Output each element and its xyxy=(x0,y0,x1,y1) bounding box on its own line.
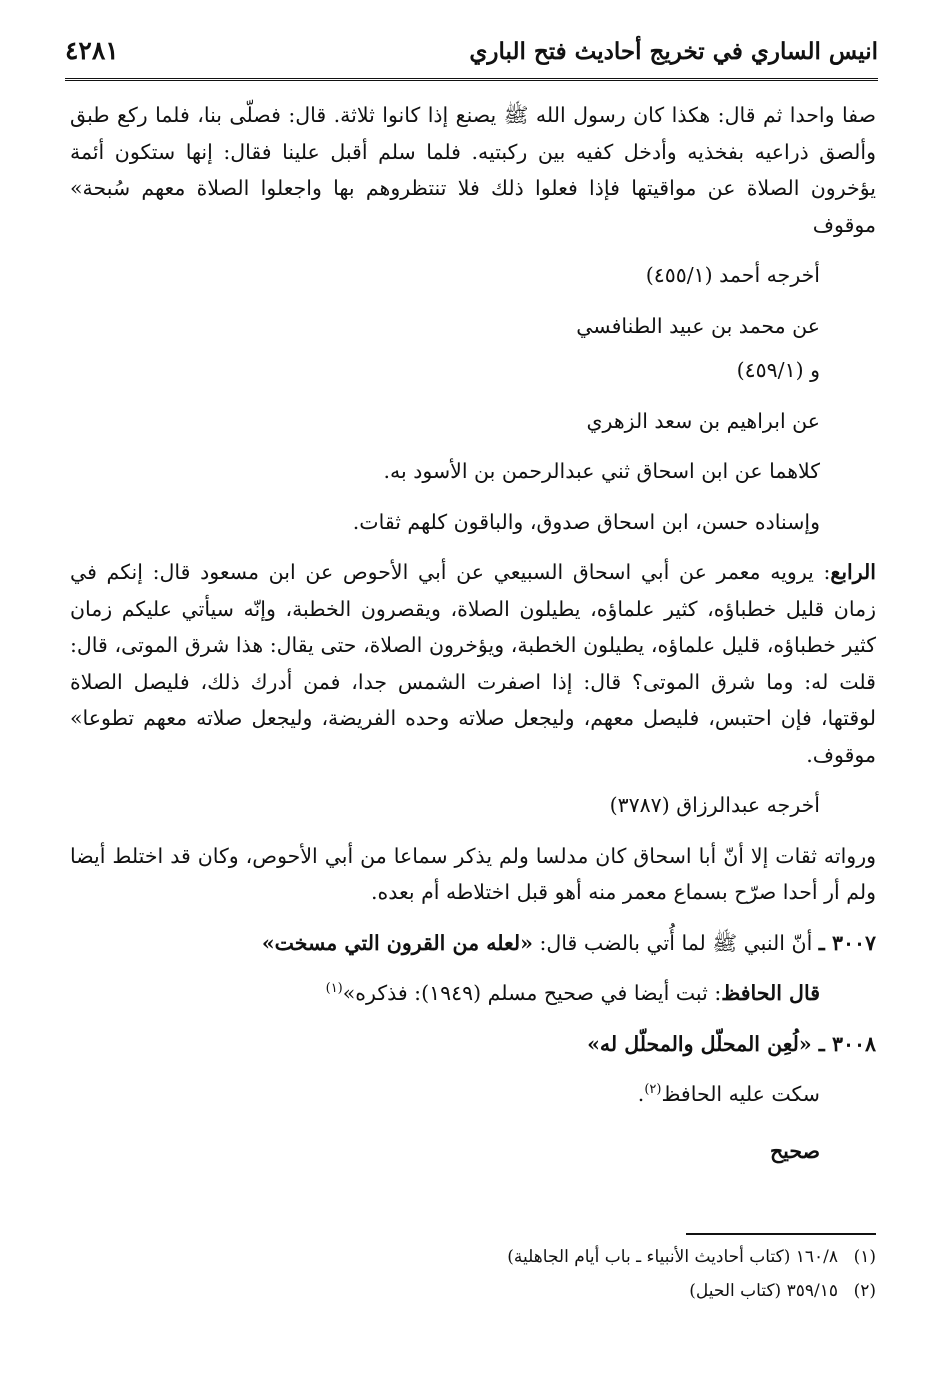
footnotes xyxy=(70,1240,876,1308)
isnad-grading: وإسناده حسن، ابن اسحاق صدوق، والباقون كلهم ثقات. xyxy=(352,509,820,534)
hadith-3007-text: أنّ النبي ﷺ لما أُتي بالضب قال: xyxy=(532,930,819,955)
hadith-3007 xyxy=(70,925,876,962)
footnote-ref-2[interactable]: (٢) xyxy=(644,1082,662,1098)
hadith-3008-quote: «لُعِن المحلّل والمحلّل له» xyxy=(587,1031,819,1056)
footnote-ref-1[interactable]: (١) xyxy=(325,981,343,997)
footnote-1 xyxy=(70,1240,876,1274)
hadith-number-3008: ٣٠٠٨ ـ xyxy=(818,1031,876,1056)
paragraph-hadith-continuation: صفا واحدا ثم قال: هكذا كان رسول الله ﷺ يصنع إذا كانوا ثلاثة. قال: فصلّى بنا، فلما ركع طبق وألصق ذراعيه بفخذيه وأدخل كفيه بين ركبتيه. فلما سلم أقبل علينا فقال: إنها ستكون أئمة يؤخرون الصلاة عن مواقيتها فإذا فعلوا ذلك فلا تنتظروهم بها واجعلوا الصلاة معهم سُبحة» موقوف xyxy=(70,103,876,237)
hafiz-comment-1-text: : ثبت أيضا في صحيح مسلم (١٩٤٩): فذكره» xyxy=(342,981,722,1005)
footnote-2 xyxy=(70,1274,876,1308)
hafiz-comment-2-end: . xyxy=(637,1082,645,1106)
rabi-text: : يرويه معمر عن أبي اسحاق السبيعي عن أبي الأحوص عن ابن مسعود قال: إنكم في زمان قليل خطباؤه، كثير علماؤه، يطيلون الصلاة، ويقصرون الخطبة، وإنّه سيأتي عليكم زمان كثير خطباؤه، قليل علماؤه، يطيلون الخطبة، ويؤخرون الصلاة، حتى يقال: هذا شرق الموتى، قال: قلت له: وما شرق الموتى؟ قال: إذا اصفرت الشمس جدا، فمن أدرك ذلك، فليصل الصلاة لوقتها، فإن احتبس، فليصل معهم، وليجعل صلاته وحده الفريضة، وليجعل صلاته معهم تطوعا» موقوف. xyxy=(70,560,876,767)
footnote-1-text: ١٦٠/٨ (كتاب أحاديث الأنبياء ـ باب أيام الجاهلية) xyxy=(507,1247,838,1267)
hafiz-comment-2 xyxy=(70,1076,876,1113)
narrator-tanafisi: عن محمد بن عبيد الطنافسي xyxy=(576,313,820,338)
main-text xyxy=(70,97,876,1169)
takhrij-ahmad-2: و (٤٥٩/١) xyxy=(736,358,820,382)
takhrij-abdurrazzaq: أخرجه عبدالرزاق (٣٧٨٧) xyxy=(609,793,820,817)
hafiz-comment-2-text: سكت عليه الحافظ xyxy=(661,1082,820,1106)
narrator-zuhri: عن ابراهيم بن سعد الزهري xyxy=(586,408,820,433)
hafiz-label: قال الحافظ xyxy=(721,981,820,1005)
rabi-label: الرابع xyxy=(830,560,876,584)
hadith-3007-quote: «لعله من القرون التي مسخت» xyxy=(261,930,533,955)
takhrij-ahmad-1: أخرجه أحمد (٤٥٥/١) xyxy=(645,263,820,287)
footnote-2-number: (٢) xyxy=(853,1281,876,1301)
footnote-divider xyxy=(686,1233,876,1235)
footnote-2-text: ٣٥٩/١٥ (كتاب الحيل) xyxy=(689,1281,838,1301)
hadith-3008 xyxy=(70,1026,876,1063)
footnote-1-number: (١) xyxy=(853,1247,876,1267)
running-header xyxy=(65,30,878,81)
hafiz-comment-1 xyxy=(70,975,876,1012)
header-title: انيس الساري في تخريج أحاديث فتح الباري xyxy=(469,38,878,65)
paragraph-rabi xyxy=(70,554,876,773)
verdict: صحيح xyxy=(769,1138,820,1163)
page-number: ٤٢٨١ xyxy=(65,36,119,65)
hadith-number-3007: ٣٠٠٧ ـ xyxy=(818,930,876,955)
chain-summary: كلاهما عن ابن اسحاق ثني عبدالرحمن بن الأسود به. xyxy=(383,459,820,483)
paragraph-rijal: ورواته ثقات إلا أنّ أبا اسحاق كان مدلسا ولم يذكر سماعا من أبي الأحوص، وكان قد اختلط أيضا ولم أر أحدا صرّح بسماع معمر منه أهو قبل اختلاطه أم بعده. xyxy=(70,843,876,904)
